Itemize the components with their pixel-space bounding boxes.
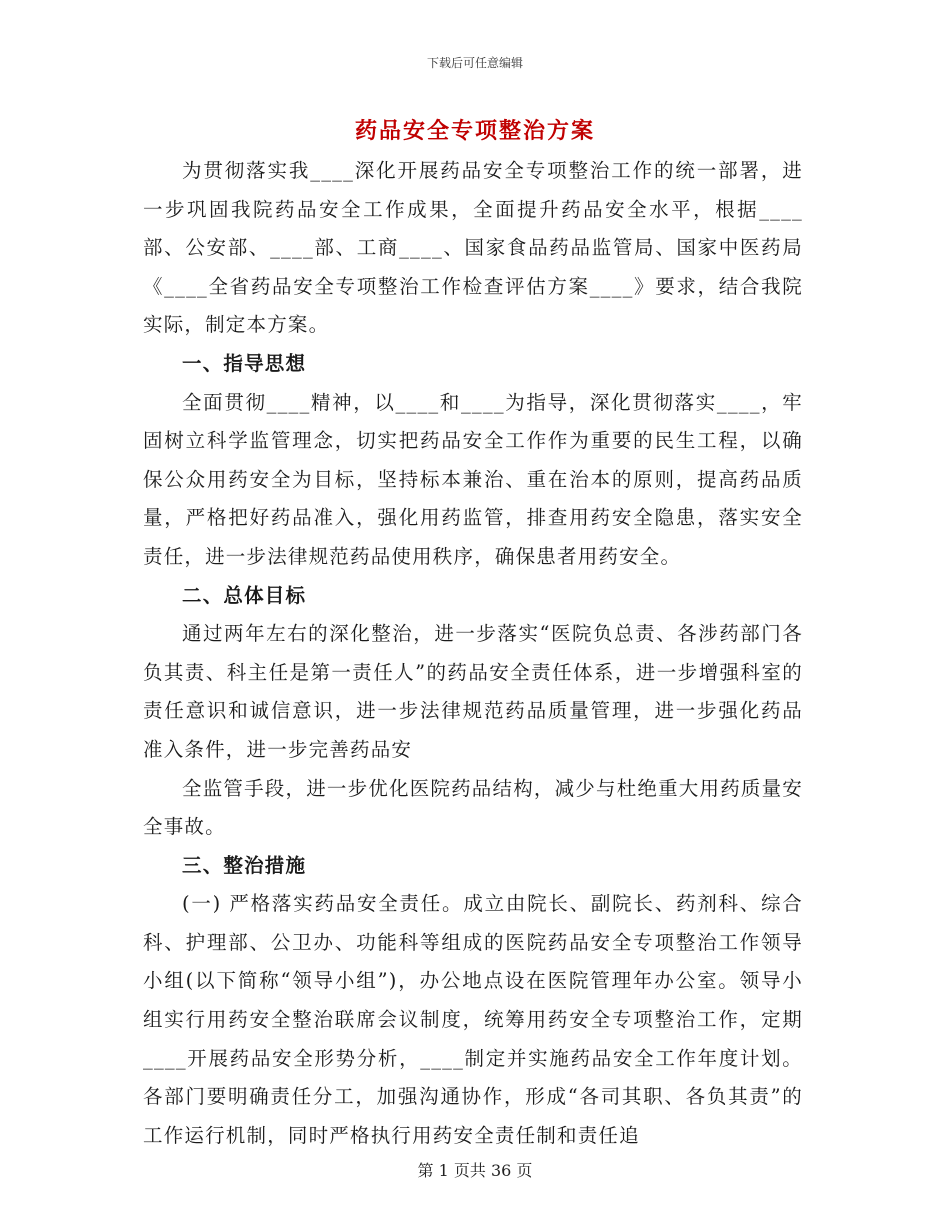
intro-paragraph: 为贯彻落实我____深化开展药品安全专项整治工作的统一部署，进一步巩固我院药品安全工作成果，全面提升药品安全水平，根据____部、公安部、____部、工商____、国家食品药品监管局、国家中医药局《____全省药品安全专项整治工作检查评估方案____》要求，结合我院实际，制定本方案。 [143, 159, 803, 337]
section-paragraph-measures: (一) 严格落实药品安全责任。成立由院长、副院长、药剂科、综合科、护理部、公卫办、功能科等组成的医院药品安全专项整治工作领导小组(以下简称“领导小组”)，办公地点设在医院管理年办公室。领导小组实行用药安全整治联席会议制度，统筹用药安全专项整治工作，定期____开展药品安全形势分析，____制定并实施药品安全工作年度计划。各部门要明确责任分工，加强沟通协作，形成“各司其职、各负其责”的工作运行机制，同时严格执行用药安全责任制和责任追 [143, 892, 803, 1147]
document-body [143, 152, 803, 1155]
section-heading-overall-goal: 二、总体目标 [182, 583, 307, 607]
section-paragraph-overall-goal-a: 通过两年左右的深化整治，进一步落实“医院负总责、各涉药部门各负其责、科主任是第一责任人”的药品安全责任体系，进一步增强科室的责任意识和诚信意识，进一步法律规范药品质量管理，进一步强化药品准入条件，进一步完善药品安 [143, 622, 803, 761]
page-number: 第 1 页共 36 页 [417, 1161, 533, 1180]
section-heading-guiding-thought: 一、指导思想 [182, 351, 307, 375]
section-paragraph-guiding-thought: 全面贯彻____精神，以____和____为指导，深化贯彻落实____，牢固树立科学监管理念，切实把药品安全工作作为重要的民生工程，以确保公众用药安全为目标，坚持标本兼治、重在治本的原则，提高药品质量，严格把好药品准入，强化用药监管，排查用药安全隐患，落实安全责任，进一步法律规范药品使用秩序，确保患者用药安全。 [143, 390, 803, 568]
section-paragraph-overall-goal-b: 全监管手段，进一步优化医院药品结构，减少与杜绝重大用药质量安全事故。 [143, 776, 804, 839]
section-heading-measures: 三、整治措施 [182, 853, 307, 877]
document-title: 药品安全专项整治方案 [354, 118, 595, 144]
header-note: 下载后可任意编辑 [426, 56, 523, 70]
